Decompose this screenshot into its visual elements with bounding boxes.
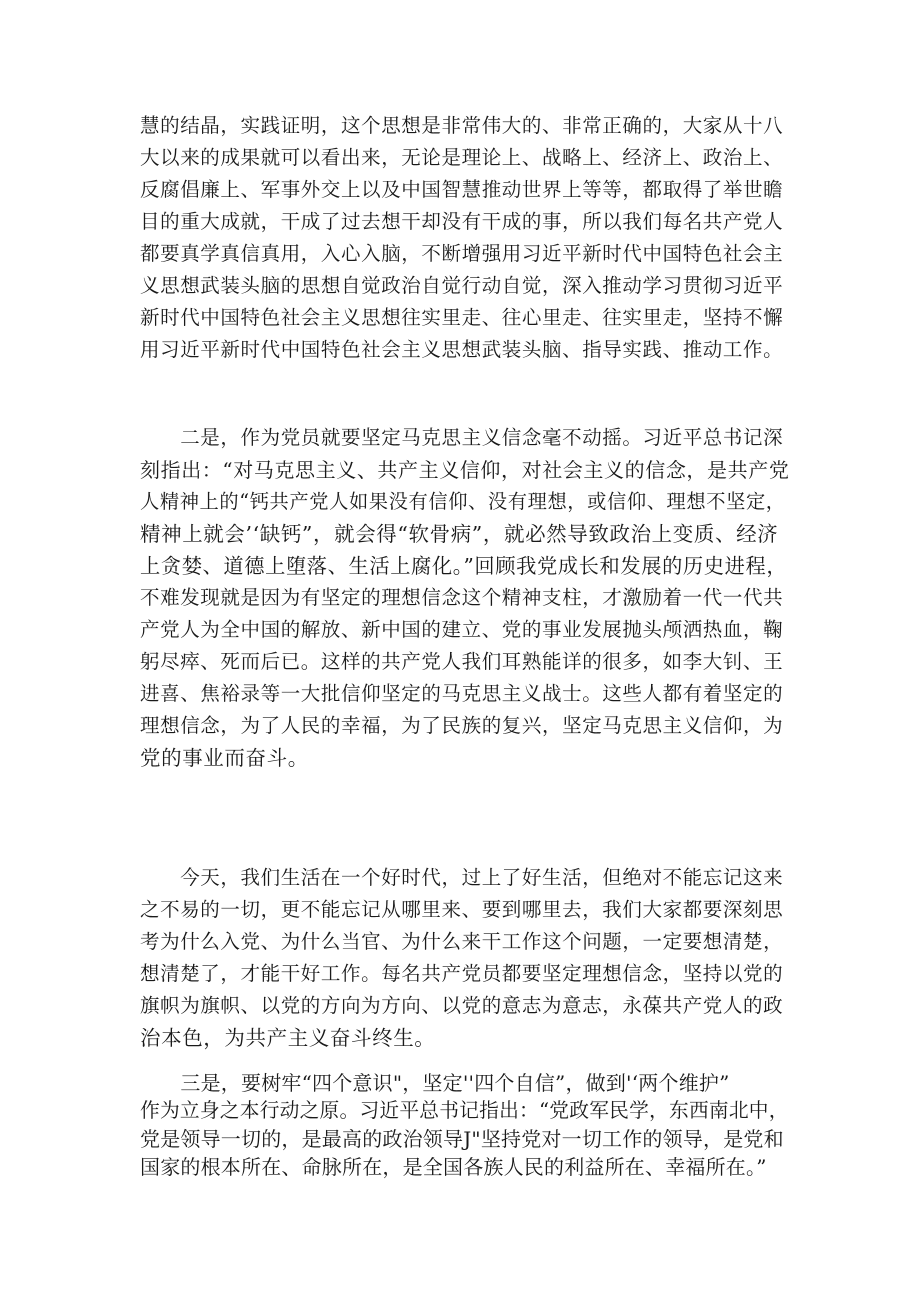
text-line: 作为立身之本行动之原。习近平总书记指出：“党政军民学，东西南北中， [140, 1099, 789, 1122]
text-line: 党是领导一切的，是最高的政治领导J"坚持党对一切工作的领导，是党和 [140, 1127, 784, 1151]
text-line: 都要真学真信真用，入心入脑，不断增强用习近平新时代中国特色社会主 [140, 242, 784, 265]
text-line: 今天，我们生活在一个好时代，过上了好生活，但绝对不能忘记这来 [140, 866, 784, 889]
text-line: 二是，作为党员就要坚定马克思主义信念毫不动摇。习近平总书记深 [140, 426, 784, 449]
text-line: 大以来的成果就可以看出来，无论是理论上、战略上、经济上、政治上、 [140, 146, 784, 169]
text-line: 不难发现就是因为有坚定的理想信念这个精神支柱，才激励着一代一代共 [140, 586, 784, 609]
text-line: 三是，要树牢“四个意识"，坚定''四个自信”，做到'‘两个维护” [140, 1071, 730, 1095]
paragraph-4 [140, 1069, 790, 1181]
paragraph-1 [140, 110, 790, 366]
text-line: 旗帜为旗帜、以党的方向为方向、以党的意志为意志，永葆共产党人的政 [140, 994, 784, 1017]
paragraph-2 [140, 422, 790, 774]
text-line: 新时代中国特色社会主义思想往实里走、往心里走、往实里走，坚持不懈 [140, 306, 784, 329]
text-line: 反腐倡廉上、军事外交上以及中国智慧推动世界上等等，都取得了举世瞻 [140, 178, 784, 201]
text-line: 考为什么入党、为什么当官、为什么来干工作这个问题，一定要想清楚， [140, 930, 784, 953]
text-line: 躬尽瘁、死而后已。这样的共产党人我们耳熟能详的很多，如李大钊、王 [140, 650, 784, 673]
text-line: 慧的结晶，实践证明，这个思想是非常伟大的、非常正确的，大家从十八 [140, 114, 784, 137]
text-line: 义思想武装头脑的思想自觉政治自觉行动自觉，深入推动学习贯彻习近平 [140, 274, 784, 297]
text-line: 国家的根本所在、命脉所在，是全国各族人民的利益所在、幸福所在。” [140, 1155, 767, 1179]
text-line: 上贪婪、道德上堕落、生活上腐化。”回顾我党成长和发展的历史进程， [140, 554, 788, 578]
text-line: 人精神上的“钙共产党人如果没有信仰、没有理想，或信仰、理想不坚定， [140, 490, 786, 513]
text-line: 目的重大成就，干成了过去想干却没有干成的事，所以我们每名共产党人 [140, 210, 784, 233]
paragraph-3 [140, 862, 790, 1054]
text-line: 精神上就会’‘缺钙”，就会得“软骨病”，就必然导致政治上变质、经济 [140, 522, 779, 546]
text-line: 之不易的一切，更不能忘记从哪里来、要到哪里去，我们大家都要深刻思 [140, 898, 784, 921]
text-line: 理想信念，为了人民的幸福，为了民族的复兴，坚定马克思主义信仰，为 [140, 714, 784, 737]
text-line: 用习近平新时代中国特色社会主义思想武装头脑、指导实践、推动工作。 [140, 338, 784, 361]
text-line: 想清楚了，才能干好工作。每名共产党员都要坚定理想信念，坚持以党的 [140, 962, 784, 985]
text-line: 党的事业而奋斗。 [140, 746, 309, 770]
text-line: 治本色，为共产主义奋斗终生。 [140, 1026, 436, 1050]
text-line: 刻指出：“对马克思主义、共产主义信仰，对社会主义的信念，是共产党 [140, 458, 790, 482]
text-line: 产党人为全中国的解放、新中国的建立、党的事业发展抛头颅洒热血，鞠 [140, 618, 784, 641]
text-line: 进喜、焦裕录等一大批信仰坚定的马克思主义战士。这些人都有着坚定的 [140, 682, 784, 705]
